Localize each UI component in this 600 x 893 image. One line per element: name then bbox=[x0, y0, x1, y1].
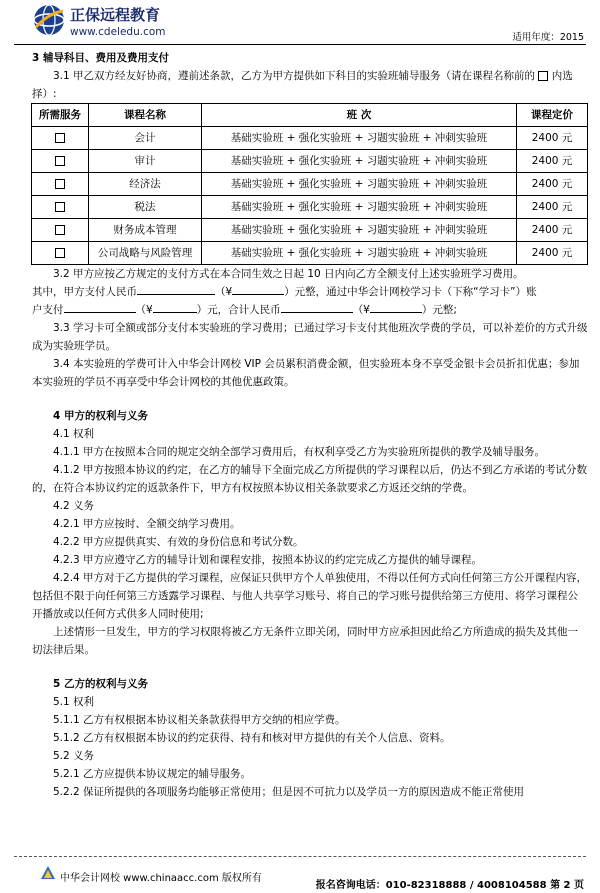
table-row bbox=[32, 219, 588, 242]
col-price: 课程定价 bbox=[517, 104, 588, 127]
clause-5-2-1: 5.2.1 乙方应提供本协议规定的辅导服务。 bbox=[53, 768, 252, 780]
globe-logo-icon bbox=[32, 3, 66, 37]
checkbox-icon bbox=[538, 71, 548, 81]
course-price: 2400 元 bbox=[517, 127, 588, 150]
course-classes: 基础实验班 + 强化实验班 + 习题实验班 + 冲刺实验班 bbox=[202, 127, 517, 150]
course-price: 2400 元 bbox=[517, 150, 588, 173]
col-classes: 班 次 bbox=[202, 104, 517, 127]
table-header-row bbox=[32, 104, 588, 127]
clause-5-1-2: 5.1.2 乙方有权根据本协议的约定获得、持有和核对甲方提供的有关个人信息、资料。 bbox=[53, 732, 451, 744]
course-price: 2400 元 bbox=[517, 173, 588, 196]
course-table bbox=[31, 103, 588, 265]
section-3-title: 3 辅导科目、费用及费用支付 bbox=[32, 52, 169, 64]
clause-4-1-1: 4.1.1 甲方在按照本合同的规定交纳全部学习费用后，有权利享受乙方为实验班所提供的教学及辅导服务。 bbox=[53, 446, 546, 458]
clause-3-2-total: 户支付 （¥ ）元，合计人民币 （¥ ）元整; bbox=[32, 301, 588, 319]
brand-name: 正保远程教育 bbox=[70, 6, 161, 24]
service-checkbox[interactable] bbox=[55, 248, 65, 258]
clause-3-2-payment: 其中，甲方支付人民币 （¥ ）元整，通过中华会计网校学习卡（下称“学习卡”）账 bbox=[32, 283, 588, 301]
course-name: 会计 bbox=[89, 127, 202, 150]
clause-4-2-2: 4.2.2 甲方应提供真实、有效的身份信息和考试分数。 bbox=[53, 536, 304, 548]
course-classes: 基础实验班 + 强化实验班 + 习题实验班 + 冲刺实验班 bbox=[202, 173, 517, 196]
clause-3-3: 3.3 学习卡可全额或部分支付本实验班的学习费用；已通过学习卡支付其他班次学费的学员，可以补差价的方式升级成为实验班学员。 bbox=[32, 322, 588, 352]
course-name: 经济法 bbox=[89, 173, 202, 196]
course-classes: 基础实验班 + 强化实验班 + 习题实验班 + 冲刺实验班 bbox=[202, 196, 517, 219]
course-classes: 基础实验班 + 强化实验班 + 习题实验班 + 冲刺实验班 bbox=[202, 219, 517, 242]
amount-blank[interactable] bbox=[232, 283, 284, 295]
clause-4-2-3: 4.2.3 甲方应遵守乙方的辅导计划和课程安排，按照本协议的约定完成乙方提供的辅导课程。 bbox=[53, 554, 483, 566]
course-name: 审计 bbox=[89, 150, 202, 173]
clause-4-2: 4.2 义务 bbox=[53, 500, 95, 512]
col-course: 课程名称 bbox=[89, 104, 202, 127]
applicable-year: 适用年度：2015 bbox=[512, 32, 584, 43]
course-name: 财务成本管理 bbox=[89, 219, 202, 242]
table-row bbox=[32, 150, 588, 173]
table-row bbox=[32, 242, 588, 265]
service-checkbox[interactable] bbox=[55, 225, 65, 235]
amount-blank[interactable] bbox=[281, 301, 353, 313]
amount-blank[interactable] bbox=[137, 283, 215, 295]
course-price: 2400 元 bbox=[517, 196, 588, 219]
table-row bbox=[32, 196, 588, 219]
footer-divider bbox=[14, 856, 586, 857]
clause-4-1: 4.1 权利 bbox=[53, 428, 95, 440]
service-checkbox[interactable] bbox=[55, 179, 65, 189]
clause-4-1-2: 4.1.2 甲方按照本协议的约定，在乙方的辅导下全面完成乙方所提供的学习课程以后，仍达不到乙方承诺的考试分数的，在符合本协议约定的返款条件下，甲方有权按照本协议相关条款要求乙方返还交纳的学费。 bbox=[32, 464, 588, 494]
site-url: www.cdeledu.com bbox=[70, 26, 166, 38]
amount-blank[interactable] bbox=[370, 301, 422, 313]
table-row bbox=[32, 127, 588, 150]
page-header bbox=[0, 0, 600, 46]
service-checkbox[interactable] bbox=[55, 202, 65, 212]
clause-3-1: 3.1 甲乙双方经友好协商，遵前述条款，乙方为甲方提供如下科目的实验班辅导服务（请在课程名称前的 内选择）: bbox=[32, 70, 573, 100]
clause-5-2: 5.2 义务 bbox=[53, 750, 95, 762]
clause-4-2-1: 4.2.1 甲方应按时、全额交纳学习费用。 bbox=[53, 518, 241, 530]
amount-blank[interactable] bbox=[153, 301, 197, 313]
course-price: 2400 元 bbox=[517, 219, 588, 242]
course-classes: 基础实验班 + 强化实验班 + 习题实验班 + 冲刺实验班 bbox=[202, 242, 517, 265]
section-4-title: 4 甲方的权利与义务 bbox=[53, 410, 148, 422]
clause-5-1-1: 5.1.1 乙方有权根据本协议相关条款获得甲方交纳的相应学费。 bbox=[53, 714, 346, 726]
clause-5-1: 5.1 权利 bbox=[53, 696, 95, 708]
clause-4-2-4-consequence: 上述情形一旦发生，甲方的学习权限将被乙方无条件立即关闭，同时甲方应承担因此给乙方所造成的损失及其他一切法律后果。 bbox=[32, 626, 578, 656]
col-service: 所需服务 bbox=[32, 104, 89, 127]
clause-3-4: 3.4 本实验班的学费可计入中华会计网校 VIP 会员累积消费金额，但实验班本身不享受金银卡会员折扣优惠；参加本实验班的学员不再享受中华会计网校的其他优惠政策。 bbox=[32, 358, 580, 388]
service-checkbox[interactable] bbox=[55, 133, 65, 143]
course-name: 税法 bbox=[89, 196, 202, 219]
service-checkbox[interactable] bbox=[55, 156, 65, 166]
clause-5-2-2: 5.2.2 保证所提供的各项服务均能够正常使用；但是因不可抗力以及学员一方的原因造成不能正常使用 bbox=[53, 786, 525, 798]
course-classes: 基础实验班 + 强化实验班 + 习题实验班 + 冲刺实验班 bbox=[202, 150, 517, 173]
course-name: 公司战略与风险管理 bbox=[89, 242, 202, 265]
clause-4-2-4: 4.2.4 甲方对于乙方提供的学习课程，应保证只供甲方个人单独使用，不得以任何方式向任何第三方公开课程内容，包括但不限于向任何第三方透露学习课程、与他人共享学习账号、将自己的学习账号提供给第三方使用、将学习课程公开播放或以任何方式供多人同时使用; bbox=[32, 572, 588, 620]
footer-contact: 报名咨询电话：010-82318888 / 4008104588 第 2 页 bbox=[315, 880, 584, 891]
course-price: 2400 元 bbox=[517, 242, 588, 265]
table-row bbox=[32, 173, 588, 196]
chinaacc-logo-icon bbox=[40, 865, 56, 881]
clause-3-2: 3.2 甲方应按乙方规定的支付方式在本合同生效之日起 10 日内向乙方全额支付上述实验班学习费用。 bbox=[53, 268, 524, 280]
footer-copyright: 中华会计网校 www.chinaacc.com 版权所有 bbox=[60, 873, 262, 884]
amount-blank[interactable] bbox=[64, 301, 136, 313]
document-body bbox=[32, 49, 588, 801]
section-5-title: 5 乙方的权利与义务 bbox=[53, 678, 148, 690]
header-divider bbox=[14, 44, 586, 45]
